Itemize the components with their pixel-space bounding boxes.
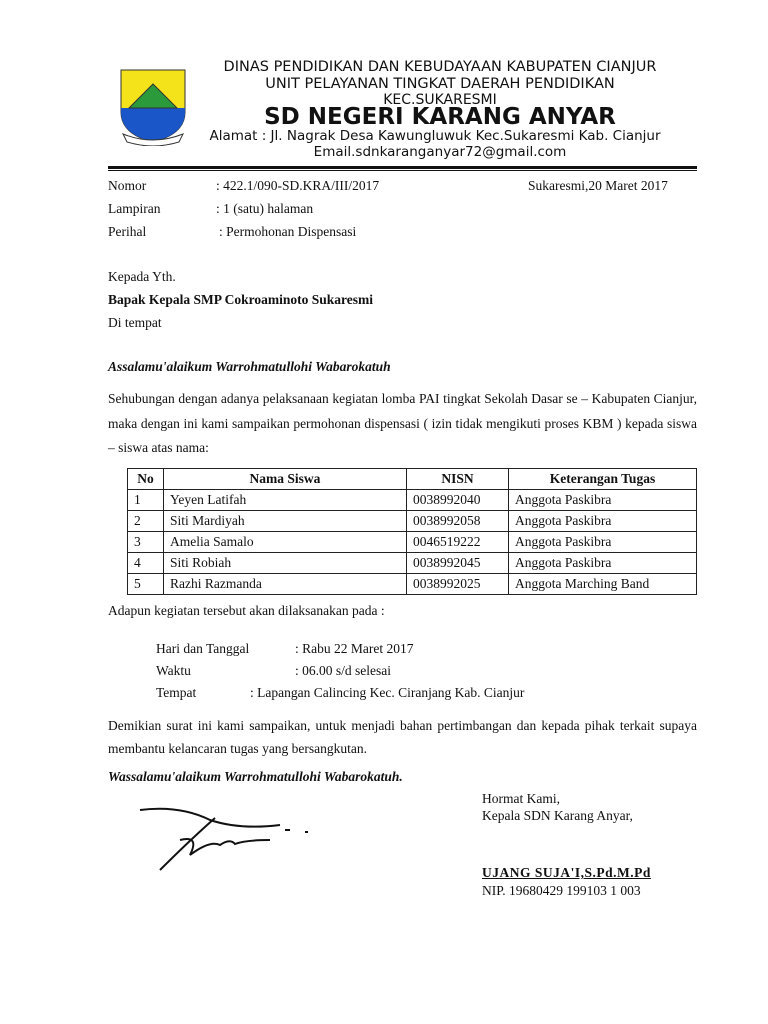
- row-name: Siti Robiah: [164, 553, 407, 574]
- header-rule-thin: [108, 170, 697, 171]
- row-name: Amelia Samalo: [164, 532, 407, 553]
- row-task: Anggota Marching Band: [509, 574, 697, 595]
- school-email: Email.sdnkaranganyar72@gmail.com: [313, 144, 567, 160]
- row-task: Anggota Paskibra: [509, 532, 697, 553]
- row-task: Anggota Paskibra: [509, 553, 697, 574]
- table-row: [128, 553, 697, 574]
- col-nisn: NISN: [407, 469, 509, 490]
- signature-scribble: [120, 800, 330, 880]
- sign-greeting: Hormat Kami,: [482, 791, 560, 806]
- row-name: Siti Mardiyah: [164, 511, 407, 532]
- nomor-label: Nomor: [108, 178, 147, 193]
- sign-nip: NIP. 19680429 199103 1 003: [482, 883, 641, 898]
- student-table: [127, 468, 697, 595]
- perihal-value: : Permohonan Dispensasi: [219, 224, 357, 239]
- row-no: 3: [128, 532, 164, 553]
- school-address: Alamat : Jl. Nagrak Desa Kawungluwuk Kec.Sukaresmi Kab. Cianjur: [209, 128, 661, 144]
- row-no: 1: [128, 490, 164, 511]
- header-rule: [108, 166, 697, 169]
- row-nisn: 0046519222: [407, 532, 509, 553]
- recipient-name: Bapak Kepala SMP Cokroaminoto Sukaresmi: [108, 292, 374, 307]
- farewell: Wassalamu'alaikum Warrohmatullohi Wabarokatuh.: [108, 769, 403, 784]
- school-name: SD NEGERI KARANG ANYAR: [264, 104, 616, 130]
- tempat-label: Tempat: [156, 685, 197, 700]
- row-nisn: 0038992025: [407, 574, 509, 595]
- col-no: No: [128, 469, 164, 490]
- row-name: Yeyen Latifah: [164, 490, 407, 511]
- sign-position: Kepala SDN Karang Anyar,: [482, 808, 633, 823]
- row-nisn: 0038992040: [407, 490, 509, 511]
- lampiran-value: : 1 (satu) halaman: [216, 201, 314, 216]
- row-name: Razhi Razmanda: [164, 574, 407, 595]
- perihal-label: Perihal: [108, 224, 147, 239]
- waktu-value: : 06.00 s/d selesai: [295, 663, 391, 678]
- row-no: 5: [128, 574, 164, 595]
- table-header-row: [128, 469, 697, 490]
- greeting: Assalamu'alaikum Warrohmatullohi Wabarokatuh: [108, 359, 391, 374]
- hari-value: : Rabu 22 Maret 2017: [295, 641, 414, 656]
- col-task: Keterangan Tugas: [509, 469, 697, 490]
- body-paragraph: Sehubungan dengan adanya pelaksanaan kegiatan lomba PAI tingkat Sekolah Dasar se – Kabupaten Cianjur, maka dengan ini kami sampaikan permohonan dispensasi ( izin tidak mengikuti proses KBM ) kepada siswa – siswa atas nama:: [108, 391, 697, 455]
- row-task: Anggota Paskibra: [509, 511, 697, 532]
- sign-name: UJANG SUJA'I,S.Pd.M.Pd: [482, 865, 651, 880]
- row-task: Anggota Paskibra: [509, 490, 697, 511]
- waktu-label: Waktu: [156, 663, 191, 678]
- place-date: Sukaresmi,20 Maret 2017: [528, 178, 668, 193]
- table-row: [128, 511, 697, 532]
- tempat-value: : Lapangan Calincing Kec. Ciranjang Kab. Cianjur: [250, 685, 525, 700]
- col-name: Nama Siswa: [164, 469, 407, 490]
- row-no: 2: [128, 511, 164, 532]
- table-row: [128, 574, 697, 595]
- row-no: 4: [128, 553, 164, 574]
- unit-name: UNIT PELAYANAN TINGKAT DAERAH PENDIDIKAN: [265, 76, 615, 92]
- schedule-intro: Adapun kegiatan tersebut akan dilaksanakan pada :: [108, 603, 385, 618]
- row-nisn: 0038992045: [407, 553, 509, 574]
- closing-paragraph: Demikian surat ini kami sampaikan, untuk menjadi bahan pertimbangan dan kepada pihak terkait supaya membantu kelancaran tugas yang bersangkutan.: [108, 718, 697, 756]
- lampiran-label: Lampiran: [108, 201, 161, 216]
- recipient-place: Di tempat: [108, 315, 162, 330]
- table-row: [128, 490, 697, 511]
- agency-name: DINAS PENDIDIKAN DAN KEBUDAYAAN KABUPATEN CIANJUR: [223, 59, 657, 75]
- recipient-salutation: Kepada Yth.: [108, 269, 176, 284]
- nomor-value: : 422.1/090-SD.KRA/III/2017: [216, 178, 380, 193]
- district-name: KEC.SUKARESMI: [383, 92, 497, 108]
- hari-label: Hari dan Tanggal: [156, 641, 250, 656]
- row-nisn: 0038992058: [407, 511, 509, 532]
- table-row: [128, 532, 697, 553]
